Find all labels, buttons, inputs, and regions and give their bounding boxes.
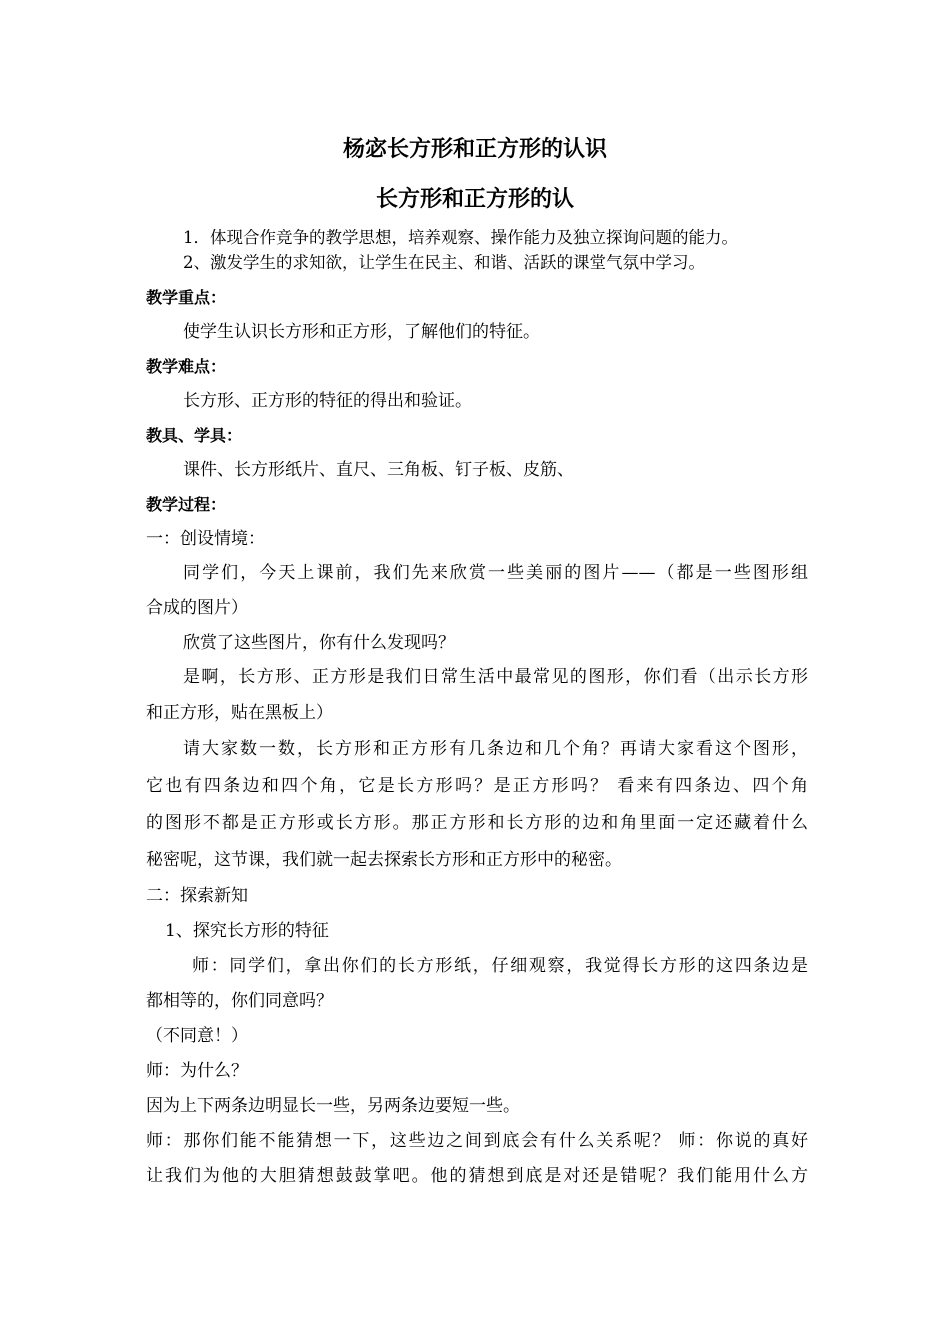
tools-text: 课件、长方形纸片、直尺、三角板、钉子板、皮筋、 <box>183 460 574 480</box>
paragraph-6: （不同意！） <box>146 1026 248 1046</box>
paragraph-3-line-2: 和正方形，贴在黑板上） <box>146 703 333 723</box>
paragraph-5-line-2: 都相等的，你们同意吗？ <box>146 991 333 1011</box>
paragraph-4-line-1: 请大家数一数，长方形和正方形有几条边和几个角？再请大家看这个图形， <box>183 739 808 759</box>
paragraph-7: 师：为什么？ <box>146 1061 248 1081</box>
section-2-title: 二：探索新知 <box>146 886 248 906</box>
document-title: 杨宓长方形和正方形的认识 <box>342 137 607 162</box>
paragraph-4-line-3: 的图形不都是正方形或长方形。那正方形和长方形的边和角里面一定还藏着什么 <box>146 813 808 833</box>
paragraph-4-line-4: 秘密呢，这节课，我们就一起去探索长方形和正方形中的秘密。 <box>146 850 622 870</box>
key-point-heading: 教学重点： <box>146 288 227 307</box>
paragraph-9-line-1: 师：那你们能不能猜想一下，这些边之间到底会有什么关系呢？ 师：你说的真好 <box>146 1131 808 1151</box>
key-point-text: 使学生认识长方形和正方形，了解他们的特征。 <box>183 322 540 342</box>
paragraph-3-line-1: 是啊，长方形、正方形是我们日常生活中最常见的图形，你们看（出示长方形 <box>183 667 808 687</box>
paragraph-2: 欣赏了这些图片，你有什么发现吗？ <box>183 633 455 653</box>
paragraph-1-line-2: 合成的图片） <box>146 598 248 618</box>
process-heading: 教学过程： <box>146 495 227 514</box>
objective-1: 1．体现合作竞争的教学思想，培养观察、操作能力及独立探询问题的能力。 <box>183 228 738 247</box>
objective-2: 2、激发学生的求知欲，让学生在民主、和谐、活跃的课堂气氛中学习。 <box>183 253 705 272</box>
document-subtitle: 长方形和正方形的认 <box>375 187 574 212</box>
tools-heading: 教具、学具： <box>146 426 243 445</box>
paragraph-9-line-2: 让我们为他的大胆猜想鼓鼓掌吧。他的猜想到底是对还是错呢？我们能用什么方 <box>146 1166 808 1186</box>
difficulty-heading: 教学难点： <box>146 357 227 376</box>
paragraph-1-line-1: 同学们，今天上课前，我们先来欣赏一些美丽的图片——（都是一些图形组 <box>183 563 808 583</box>
paragraph-8: 因为上下两条边明显长一些，另两条边要短一些。 <box>146 1096 520 1116</box>
paragraph-5-line-1: 师：同学们，拿出你们的长方形纸，仔细观察，我觉得长方形的这四条边是 <box>192 956 808 976</box>
subsection-1-title: 1、探究长方形的特征 <box>165 921 329 941</box>
section-1-title: 一：创设情境： <box>146 529 265 549</box>
difficulty-text: 长方形、正方形的特征的得出和验证。 <box>183 391 472 411</box>
paragraph-4-line-2: 它也有四条边和四个角，它是长方形吗？是正方形吗？ 看来有四条边、四个角 <box>146 776 808 796</box>
